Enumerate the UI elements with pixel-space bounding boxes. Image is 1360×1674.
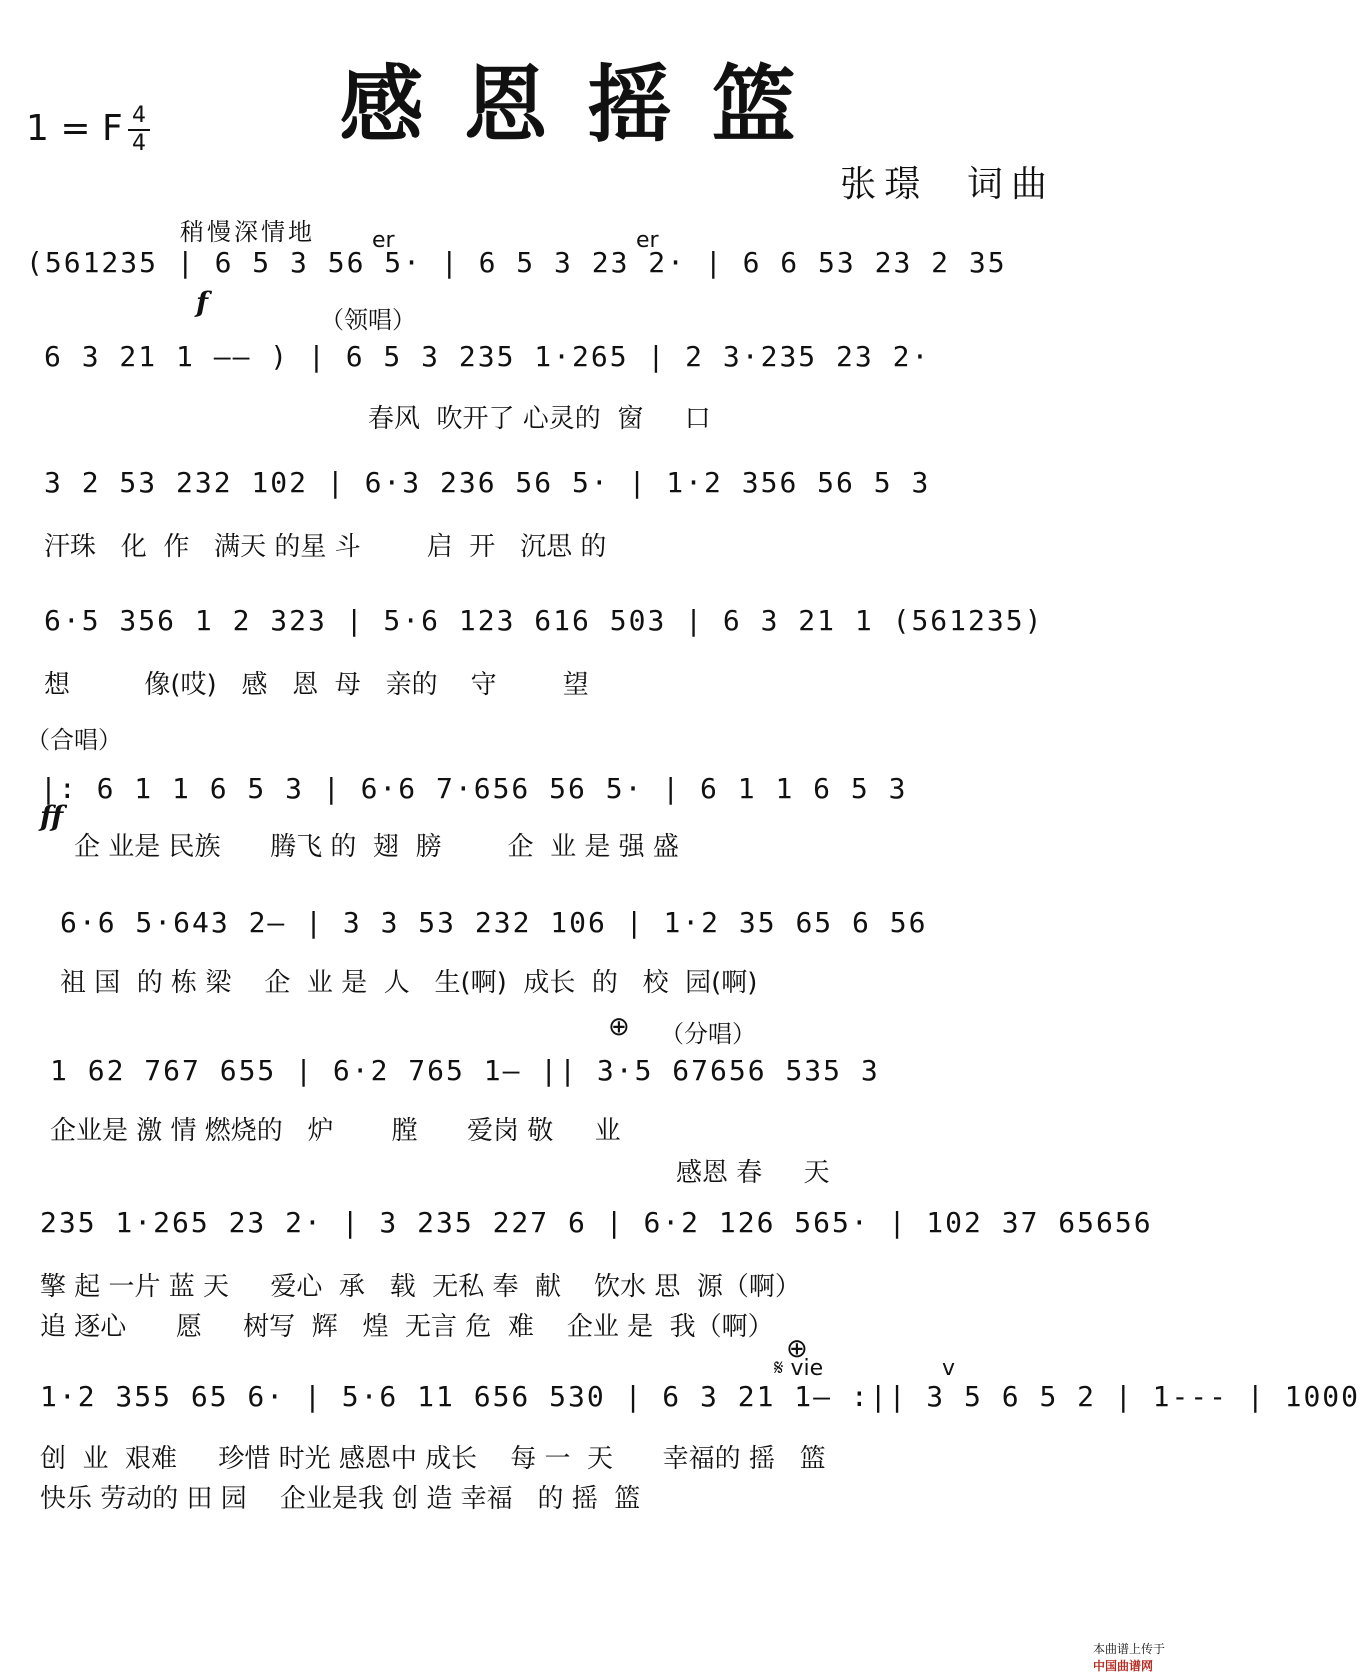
coda-sign: ⊕ — [608, 1012, 630, 1042]
notation-line-6: 6·6 5·643 2— | 3 3 53 232 106 | 1·2 35 65 6 56 — [60, 906, 928, 939]
lyric-line-8b: 追 逐心 愿 树写 辉 煌 无言 危 难 企业 是 我（啊） — [40, 1312, 774, 1342]
lyric-line-2: 春风 吹开了 心灵的 窗 口 — [368, 404, 711, 434]
notation-line-2: 6 3 21 1 —— ) | 6 5 3 235 1·265 | 2 3·235 23 2· — [44, 340, 931, 373]
v-mark: v — [942, 1356, 956, 1381]
notation-line-4: 6·5 356 1 2 323 | 5·6 123 616 503 | 6 3 21 1 (561235) — [44, 604, 1044, 637]
coda-sign: ⊕ — [786, 1334, 808, 1364]
segno-vie-mark: 𝄋 vie — [774, 1356, 824, 1381]
notation-line-3: 3 2 53 232 102 | 6·3 236 56 5· | 1·2 356 56 5 3 — [44, 466, 931, 499]
tempo-marking: 稍慢深情地 — [180, 218, 315, 246]
notation-line-9: 1·2 355 65 6· | 5·6 11 656 530 | 6 3 21 1— :|| 3 5 6 5 2 | 1--- | 1000 — [40, 1380, 1360, 1413]
lyric-line-9: 创 业 艰难 珍惜 时光 感恩中 成长 每 一 天 幸福的 摇 篮 — [40, 1444, 826, 1474]
notation-line-5: |: 6 1 1 6 5 3 | 6·6 7·656 56 5· | 6 1 1 6 5 3 — [40, 772, 908, 805]
time-sig-bottom: 4 — [132, 131, 146, 156]
footer-text: 本曲谱上传于 — [1092, 1642, 1165, 1656]
lyric-line-9b: 快乐 劳动的 田 园 企业是我 创 造 幸福 的 摇 篮 — [40, 1484, 641, 1514]
part-label-chorus: （合唱） — [26, 726, 122, 754]
notation-line-7: 1 62 767 655 | 6·2 765 1— || 3·5 67656 535 3 — [50, 1054, 880, 1087]
lyric-line-4: 想 像(哎) 感 恩 母 亲的 守 望 — [44, 670, 589, 700]
site-logo: 中国曲谱网 — [1092, 1659, 1153, 1673]
author-credit: 张璟 词曲 — [840, 164, 1055, 205]
dynamic-fortissimo: ff — [40, 800, 64, 833]
notation-line-8: 235 1·265 23 2· | 3 235 227 6 | 6·2 126 565· | 102 37 65656 — [40, 1206, 1153, 1239]
lyric-line-7: 企业是 激 情 燃烧的 炉 膛 爱岗 敬 业 — [50, 1116, 621, 1146]
time-signature — [128, 104, 150, 156]
breath-mark-er: er — [636, 228, 659, 253]
dynamic-forte: f — [196, 286, 209, 319]
notation-line-1: (561235 | 6 5 3 56 5· | 6 5 3 23 2· | 6 6 53 23 2 35 — [26, 246, 1007, 279]
lyric-line-3: 汗珠 化 作 满天 的星 斗 启 开 沉思 的 — [44, 532, 607, 562]
part-label-split: （分唱） — [660, 1020, 756, 1048]
song-title: 感恩摇篮 — [339, 55, 836, 154]
footer-credit — [1085, 1626, 1165, 1674]
lyric-line-7b: 感恩 春 天 — [676, 1158, 830, 1188]
key-signature: 1 = F — [26, 108, 123, 149]
lyric-line-5: 企 业是 民族 腾飞 的 翅 膀 企 业 是 强 盛 — [74, 832, 679, 862]
time-sig-top: 4 — [132, 103, 146, 128]
breath-mark-er: er — [372, 228, 395, 253]
lyric-line-8: 擎 起 一片 蓝 天 爱心 承 载 无私 奉 献 饮水 思 源（啊） — [40, 1272, 801, 1302]
part-label-solo: （领唱） — [320, 306, 416, 334]
lyric-line-6: 祖 国 的 栋 梁 企 业 是 人 生(啊) 成长 的 校 园(啊) — [60, 968, 758, 998]
